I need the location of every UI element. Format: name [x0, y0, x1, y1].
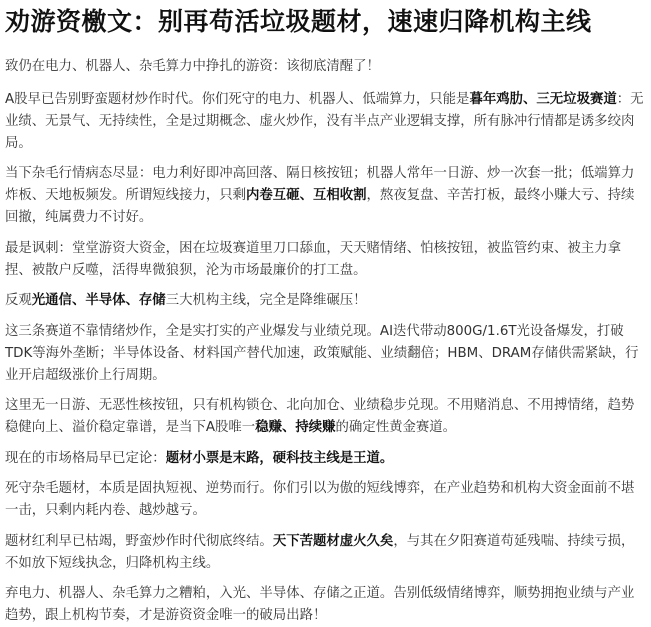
paragraph-text: 这三条赛道不靠情绪炒作，全是实打实的产业爆发与业绩兑现。AI迭代带动800G/1.6T光设备爆发，打破TDK等海外垄断；半导体设备、材料国产替代加速，政策赋能、业绩翻倍；HBM、DRAM存储供需紧缺，行业开启超级涨价上行周期。 — [5, 323, 639, 383]
paragraph-intro — [5, 56, 645, 78]
paragraph-sick-market — [5, 163, 645, 229]
paragraph-dividend-exhausted — [5, 531, 645, 575]
bold-phrase: 稳赚、持续赚 — [255, 420, 336, 435]
paragraph-text: 题材红利早已枯竭，野蛮炒作时代彻底终结。 — [5, 533, 273, 549]
paragraph-garbage-sectors — [5, 89, 645, 155]
bold-phrase: 内卷互砸、互相收割 — [246, 188, 367, 203]
paragraph-text: 最是讽刺：堂堂游资大资金，困在垃圾赛道里刀口舔血，天天赌情绪、怕核按钮，被监管约束、被主力拿捏、被散户反噬，活得卑微狼狈，沦为市场最廉价的打工盘。 — [5, 240, 621, 278]
paragraph-text: 的确定性黄金赛道。 — [335, 420, 457, 435]
paragraph-text: ，与其在夕阳赛道苟延残喘、持续亏损，不如放下短线执念，归降机构主线。 — [5, 533, 635, 571]
paragraph-text: 死守杂毛题材，本质是固执短视、逆势而行。你们引以为傲的短线博弈，在产业趋势和机构大资金面前不堪一击，只剩内耗内卷、越炒越亏。 — [5, 481, 635, 518]
paragraph-institutions — [5, 395, 645, 439]
paragraph-text: 弃电力、机器人、杂毛算力之糟粕，入光、半导体、存储之正道。告别低级情绪博弈，顺势拥抱业绩与产业趋势，跟上机构节奏，才是游资资金唯一的破局出路！ — [5, 586, 635, 623]
paragraph-text: ，熬夜复盘、辛苦打板，最终小赚大亏、持续回撤，纯属费力不讨好。 — [5, 188, 635, 225]
bold-phrase: 题材小票是末路，硬科技主线是王道。 — [165, 450, 394, 466]
paragraph-conclusion — [5, 448, 645, 470]
paragraph-text: ：无业绩、无景气、无持续性，全是过期概念、虚火炒作，没有半点产业逻辑支撑，所有脉冲行情都是诱多绞肉局。 — [5, 91, 644, 151]
paragraph-text: 致仍在电力、机器人、杂毛算力中挣扎的游资：该彻底清醒了！ — [5, 59, 380, 74]
paragraph-text: 反观 — [5, 293, 32, 308]
paragraph-three-tracks — [5, 321, 645, 387]
bold-phrase: 天下苦题材虚火久矣 — [272, 533, 394, 549]
paragraph-text: 现在的市场格局早已定论： — [5, 450, 166, 466]
article-title: 劝游资檄文：别再苟活垃圾题材，速速归降机构主线 — [5, 7, 592, 36]
paragraph-irony — [5, 238, 645, 282]
bold-phrase: 光通信、半导体、存储 — [31, 293, 166, 308]
paragraph-text: A股早已告别野蛮题材炒作时代。你们死守的电力、机器人、低端算力，只能是 — [5, 91, 470, 107]
paragraph-call-to-action — [5, 583, 645, 627]
paragraph-short-sighted — [5, 478, 645, 522]
paragraph-text: 这里无一日游、无恶性核按钮，只有机构锁仓、北向加仓、业绩稳步兑现。不用赌消息、不用搏情绪，趋势稳健向上、溢价稳定靠谱，是当下A股唯一 — [5, 398, 635, 435]
paragraph-text: 当下杂毛行情病态尽显：电力利好即冲高回落、隔日核按钮；机器人常年一日游、炒一次套一批；低端算力炸板、天地板频发。所谓短线接力，只剩 — [5, 166, 635, 203]
paragraph-text: 三大机构主线，完全是降维碾压！ — [165, 293, 367, 308]
bold-phrase: 暮年鸡肋、三无垃圾赛道 — [469, 91, 617, 107]
paragraph-main-lines — [5, 290, 645, 312]
